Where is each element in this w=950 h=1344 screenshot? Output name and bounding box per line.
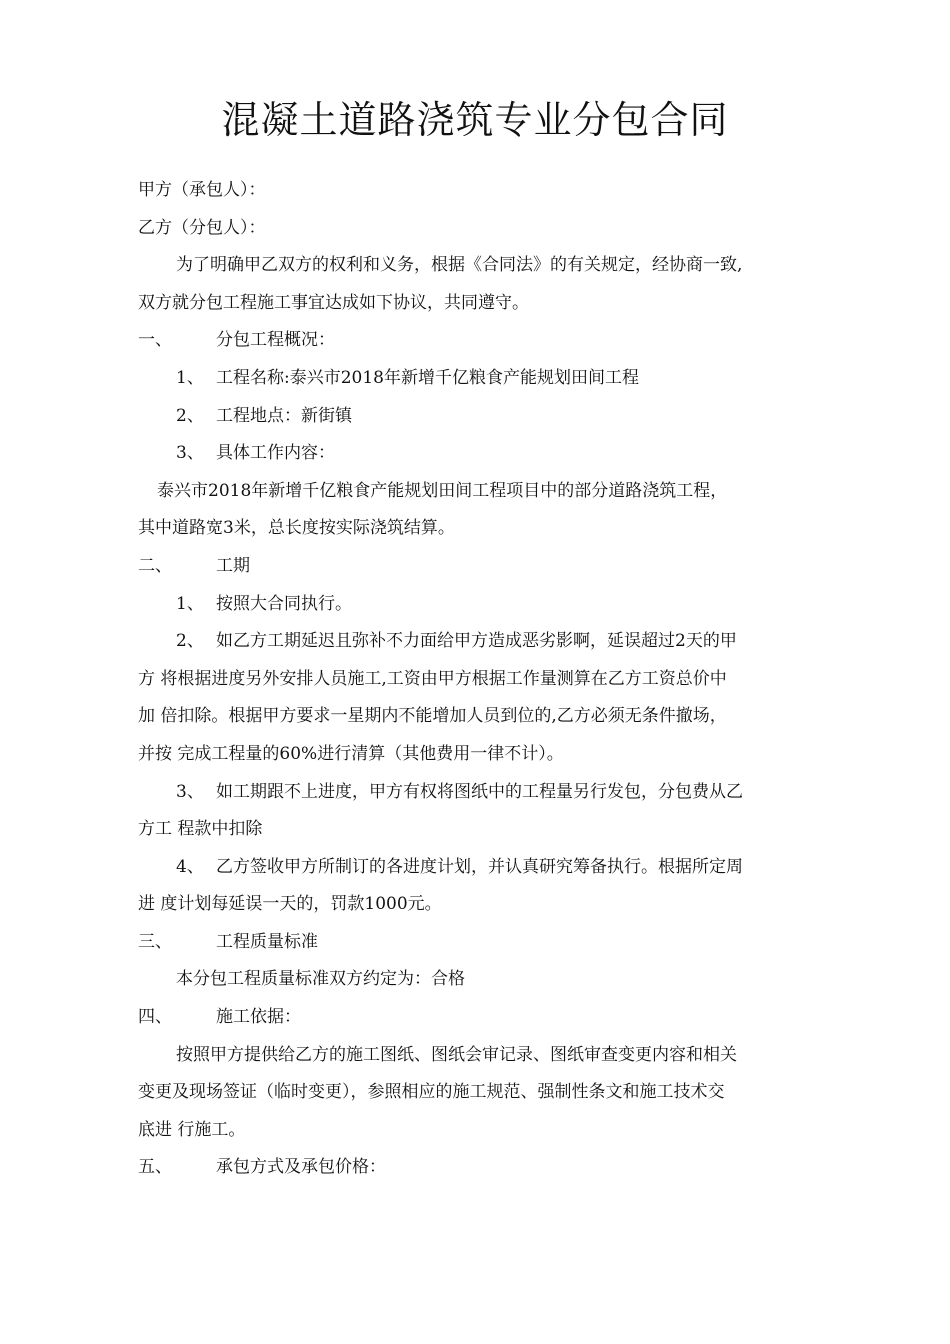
- list-item-number: 3、: [176, 781, 204, 802]
- list-item-number: 2、: [176, 631, 204, 652]
- list-item: [138, 623, 826, 661]
- list-item: [138, 774, 826, 812]
- section-5-heading: [138, 1149, 826, 1187]
- basis-line-3: 底进 行施工。: [138, 1119, 246, 1140]
- section-3-heading: [138, 924, 826, 962]
- list-item-text: 具体工作内容：: [216, 443, 335, 464]
- contract-title: 混凝土道路浇筑专业分包合同: [221, 98, 729, 142]
- list-item-continuation: 方 将根据进度另外安排人员施工,工资由甲方根据工作量测算在乙方工资总价中: [138, 668, 727, 689]
- contract-body: [138, 172, 826, 1187]
- quality-standard-line: 本分包工程质量标准双方约定为：合格: [176, 969, 465, 990]
- section-5-title: 承包方式及承包价格：: [216, 1157, 386, 1178]
- list-item-text: 工程名称:泰兴市2018年新增千亿粮食产能规划田间工程: [216, 367, 639, 388]
- section-4-heading: [138, 999, 826, 1037]
- list-item-number: 4、: [176, 856, 204, 877]
- list-item-number: 1、: [176, 593, 204, 614]
- section-3-title: 工程质量标准: [216, 931, 318, 952]
- list-item-number: 2、: [176, 405, 204, 426]
- list-item-text: 工程地点：新街镇: [216, 405, 352, 426]
- list-item-text: 按照大合同执行。: [216, 593, 352, 614]
- section-1-number: 一、: [138, 330, 172, 351]
- basis-line-2: 变更及现场签证（临时变更），参照相应的施工规范、强制性条文和施工技术交: [138, 1082, 725, 1103]
- work-content-line-1: 泰兴市2018年新增千亿粮食产能规划田间工程项目中的部分道路浇筑工程，: [157, 480, 728, 501]
- list-item-continuation: 方工 程款中扣除: [138, 819, 263, 840]
- basis-line-1: 按照甲方提供给乙方的施工图纸、图纸会审记录、图纸审查变更内容和相关: [176, 1044, 737, 1065]
- list-item-text: 乙方签收甲方所制订的各进度计划，并认真研究筹备执行。根据所定周: [216, 856, 743, 877]
- section-2-title: 工期: [216, 555, 250, 576]
- list-item-number: 1、: [176, 367, 204, 388]
- list-item: [138, 849, 826, 887]
- party-b-line: 乙方（分包人）：: [138, 217, 266, 238]
- section-3-number: 三、: [138, 931, 172, 952]
- section-5-number: 五、: [138, 1157, 172, 1178]
- section-2-number: 二、: [138, 555, 172, 576]
- list-item: [138, 435, 826, 473]
- section-2-heading: [138, 548, 826, 586]
- section-1-heading: [138, 322, 826, 360]
- list-item-continuation: 并按 完成工程量的60%进行清算（其他费用一律不计）。: [138, 743, 564, 764]
- list-item: [138, 398, 826, 436]
- section-1-title: 分包工程概况：: [216, 330, 335, 351]
- list-item-number: 3、: [176, 443, 204, 464]
- party-a-line: 甲方（承包人）：: [138, 180, 266, 200]
- work-content-line-2: 其中道路宽3米，总长度按实际浇筑结算。: [138, 518, 455, 539]
- list-item-continuation: 加 倍扣除。根据甲方要求一星期内不能增加人员到位的,乙方必须无条件撤场，: [138, 706, 727, 727]
- section-4-number: 四、: [138, 1007, 172, 1028]
- list-item: [138, 360, 826, 398]
- section-4-title: 施工依据：: [216, 1007, 301, 1028]
- list-item-continuation: 进 度计划每延误一天的，罚款1000元。: [138, 894, 442, 915]
- preamble-line-1: 为了明确甲乙双方的权利和义务，根据《合同法》的有关规定，经协商一致,: [176, 255, 743, 276]
- list-item: [138, 586, 826, 624]
- list-item-text: 如工期跟不上进度，甲方有权将图纸中的工程量另行发包，分包费从乙: [216, 781, 743, 802]
- list-item-text: 如乙方工期延迟且弥补不力面给甲方造成恶劣影啊，延误超过2天的甲: [216, 631, 737, 652]
- preamble-line-2: 双方就分包工程施工事宜达成如下协议，共同遵守。: [138, 292, 529, 313]
